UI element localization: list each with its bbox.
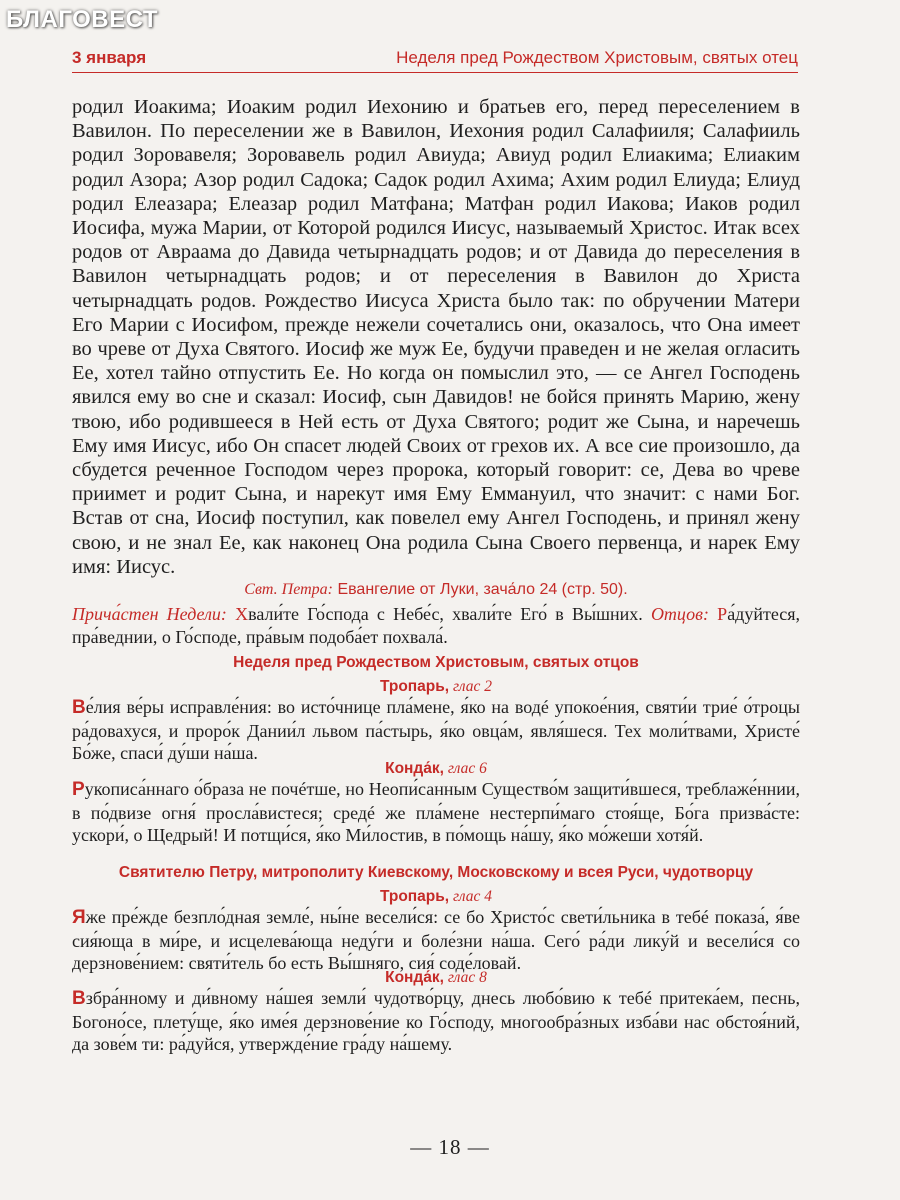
reference-label: Свт. Петра: (244, 581, 333, 598)
watermark: БЛАГОВЕСТ (6, 6, 159, 33)
hymn-tone: глас 8 (447, 969, 487, 986)
hymn-tone: глас 6 (447, 760, 487, 777)
troparion-text-1 (72, 696, 800, 765)
section-title-fathers: Неделя пред Рождеством Христовым, святых отцов (233, 654, 639, 671)
communion-verse (72, 603, 800, 649)
kontakion-text-1 (72, 778, 800, 847)
kontakion-text-2 (72, 987, 800, 1056)
fathers-text: а́дуйтеся, пра́веднии, о Го́споде, пра́вым подоба́ет похвала́. (72, 604, 801, 647)
initial-letter: Я (72, 907, 86, 928)
hymn-kind: Тропарь, (379, 678, 450, 695)
hymn-body: е́лия ве́ры исправле́ния: во исто́чнице пла́мене, я́ко на водé упокое́ния, святи́и трие́ о́троцы ра́довахуся, и проро́к Дании́л львом па́стырь, я́ко овца́м, явля́шеся. Тех моли́твами, Христе́ Бо́же, спаси́ ду́ши на́ша. (72, 697, 800, 764)
hymn-kind: Конда́к, (385, 760, 444, 777)
reading-reference (72, 581, 800, 599)
troparion-label-2 (72, 888, 800, 906)
page-number: — 18 — (410, 1135, 490, 1159)
hymn-body: збра́нному и ди́вному на́шея земли́ чудотво́рцу, днесь любо́вию к тебé притека́ем, песнь, Богоно́се, плету́ще, я́ко име́я дерзнове́ние ко Го́споду, многообра́зных изба́ви нас обстоя́ний, да зове́м ти: ра́дуйся, утвержде́ние гра́ду на́шему. (72, 988, 800, 1055)
header-title: Неделя пред Рождеством Христовым, святых отец (396, 48, 798, 67)
gospel-text: родил Иоакима; Иоаким родил Иехонию и братьев его, перед переселением в Вавилон. По переселении же в Вавилон, Иехония родил Салафииля; Салафииль родил Зоровавеля; Зоровавель родил Авиуда; Авиуд родил Елиакима; Елиаким родил Азора; Азор родил Садока; Садок родил Ахима; Ахим родил Елиуда; Елиуд родил Елеазара; Елеазар родил Матфана; Матфан родил Иакова; Иаков родил Иосифа, мужа Марии, от Которой родился Иисус, называемый Христос. Итак всех родов от Авраама до Давида четырнадцать родов; и от Давида до переселения в Вавилон четырнадцать родов; и от переселения в Вавилон до Христа четырнадцать родов. Рождество Иисуса Христа было так: по обручении Матери Его Марии с Иосифом, прежде нежели сочетались они, оказалось, что Она имеет во чреве от Духа Святого. Иосиф же муж Ее, будучи праведен и не желая огласить Ее, хотел тайно отпустить Ее. Но когда он помыслил это, — се Ангел Господень явился ему во сне и сказал: Иосиф, сын Давидов! не бойся принять Марию, жену твою, ибо родившееся в Ней есть от Духа Святого; родит же Сына, и наречешь Ему имя Иисус, ибо Он спасет людей Своих от грехов их. А все сие произошло, да сбудется реченное Господом через пророка, который говорит: се, Дева во чреве приимет и родит Сына, и нарекут имя Ему Еммануил, что значит: с нами Бог. Встав от сна, Иосиф поступил, как повелел ему Ангел Господень, и принял жену свою, и не знал Ее, как наконец Она родила Сына Своего первенца, и нарек Ему имя: Иисус. (72, 96, 800, 578)
initial-letter: Р (72, 779, 85, 800)
troparion-label-1 (72, 678, 800, 696)
fathers-label: Отцов: (650, 604, 709, 624)
hymn-kind: Тропарь, (379, 888, 450, 905)
hymn-body: укописа́ннаго о́браза не почéтше, но Неопи́санным Существо́м защити́вшеся, треблаже́ннии, в по́двизе огня́ просла́вистеся; средé же пла́мене нестерпи́маго стоя́ще, Бо́га призва́сте: ускори́, о Щедрый! И потщи́ся, я́ко Ми́лостив, в по́мощь на́шу, я́ко мо́жеши хотя́й. (72, 779, 800, 846)
fathers-initial: Р (717, 604, 728, 624)
kontakion-label-1 (72, 760, 800, 778)
prichasten-text: вали́те Го́спода с Небе́с, хвали́те Его́ в Вы́шних. (248, 604, 643, 624)
section-title-peter: Святителю Петру, митрополиту Киевскому, Московскому и всея Руси, чудотворцу (118, 864, 754, 881)
hymn-tone: глас 4 (452, 888, 493, 905)
kontakion-label-2 (72, 969, 800, 987)
reference-text: Евангелие от Луки, зача́ло 24 (стр. 50). (337, 581, 628, 598)
prichasten-initial: Х (235, 604, 249, 624)
running-header (72, 48, 798, 73)
hymn-body: же пре́жде безпло́дная земле́, ны́не весели́ся: се бо Христо́с свети́льника в тебé показа́, я́ве сия́юща в ми́ре, и исцелева́юща неду́ги и боле́зни на́ша. Сего́ ра́ди лику́й и весели́ся со дерзнове́нием: святи́тель бо есть Вы́шняго, сия́ соде́ловай. (72, 907, 800, 974)
hymn-kind: Конда́к, (385, 969, 444, 986)
troparion-text-2 (72, 906, 800, 975)
initial-letter: В (72, 988, 86, 1009)
prichasten-label: Прича́стен Недели: (72, 604, 227, 624)
initial-letter: В (72, 697, 86, 718)
hymn-tone: глас 2 (452, 678, 493, 695)
header-date: 3 января (72, 48, 147, 67)
